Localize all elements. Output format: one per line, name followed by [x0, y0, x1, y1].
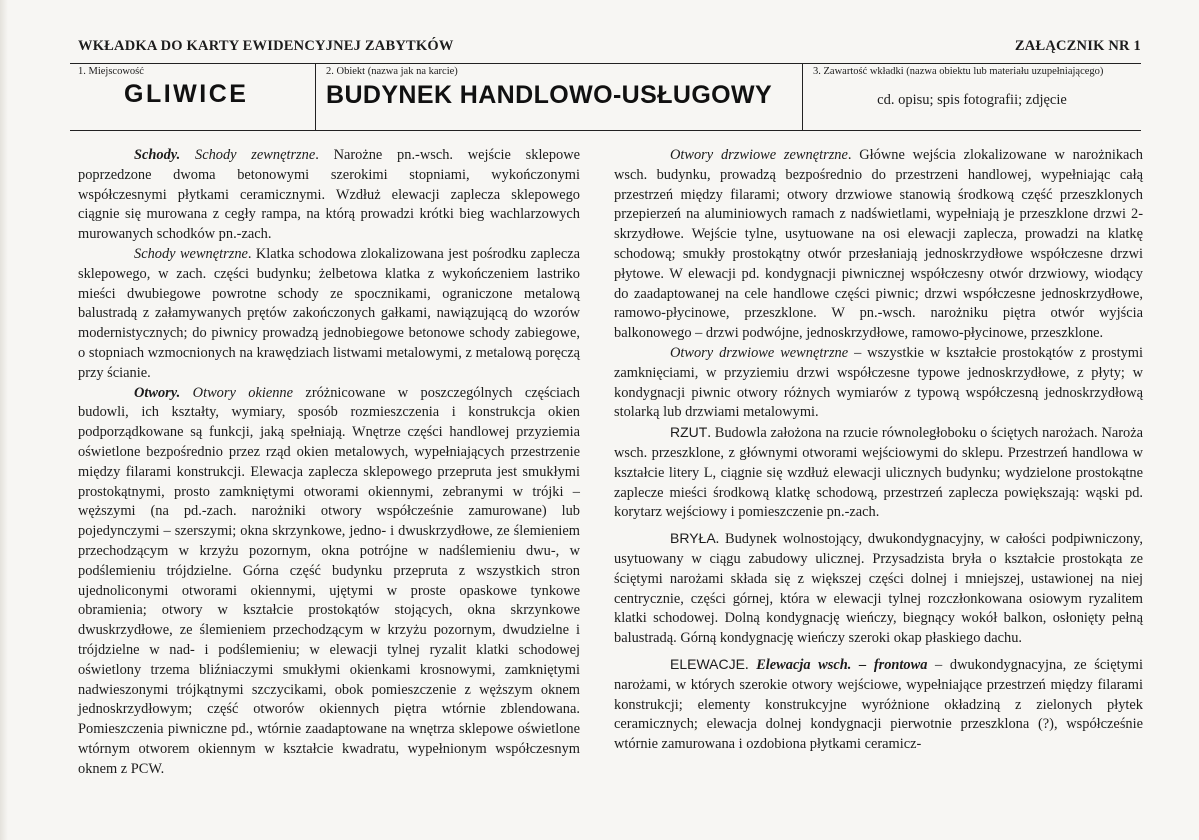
- paragraph-doors-interior: [614, 344, 1143, 423]
- paragraph-stairs-exterior: [78, 146, 580, 245]
- section-lead-openings: Otwory.: [134, 384, 181, 401]
- section-lead-stairs: Schody.: [134, 147, 181, 163]
- paragraph-stairs-interior: [78, 245, 580, 384]
- paragraph-massing: [614, 529, 1143, 649]
- object-label: 2. Obiekt (nazwa jak na karcie): [326, 66, 458, 77]
- paragraph-plan: [614, 423, 1143, 523]
- section-heading-elevations: ELEWACJE: [670, 655, 745, 672]
- attachment-number: ZAŁĄCZNIK NR 1: [1014, 38, 1141, 54]
- paragraph-openings-windows: [78, 384, 580, 780]
- location-cell: [70, 64, 316, 130]
- paragraph-text: – wszystkie w kształcie prostokątów z prostymi zamknięciami, w przyziemiu drzwi współczesne typowe jednoskrzydłowe, z płyty; w kondygnacji piwnic otwory różnych wymiarów z typową współczesną jednoskrzydłową stolarką lub drzwiami metalowymi.: [614, 344, 1143, 421]
- subsection-title: Elewacja wsch. – frontowa: [756, 656, 928, 673]
- paragraph-elevations: [614, 655, 1143, 755]
- paragraph-text: . Główne wejścia zlokalizowane w narożnikach wsch. budynku, prowadzą bezpośrednio do przestrzeni handlowej, wypełniając całą przestrzeń między filarami; otwory drzwiowe stanowią środkową część przeszklonych przepierzeń na aluminiowych ramach z nadświetlami, wypełniają je przeszklone drzwi 2-skrzydłowe. Wejście tylne, usytuowane na osi elewacji zaplecza, prowadzi na klatkę schodową; smukły prostokątny otwór przesłaniają jednoskrzydłowe współczesne drzwi płytowe. W elewacji pd. kondygnacji piwnicznej współczesny otwór drzwiowy, wiodący do zaadaptowanej na cele handlowe części piwnic; drzwi współczesne jednoskrzydłowe, ramowo-płycinowe, przeszklone. W pn.-wsch. narożniku piętra otwór wyjścia balkonowego – drzwi podwójne, jednoskrzydłowe, ramowo-płycinowe, przeszklone.: [614, 147, 1143, 342]
- subsection-title: Schody wewnętrzne: [134, 245, 248, 262]
- paragraph-text: . Narożne pn.-wsch. wejście sklepowe poprzedzone dwoma betonowymi szerokimi stopniami, wykończonymi współczesnymi płytkami ceramicznymi. Wzdłuż elewacji zaplecza sklepowego ciągnie się murowana z cegły rampa, na którą prowadzi krótki bieg wachlarzowych murowanych schodków pn.-zach.: [78, 147, 580, 243]
- paragraph-text: . Budynek wolnostojący, dwukondygnacyjny, w całości podpiwniczony, usytuowany w ciągu zabudowy ulicznej. Przysadzista bryła o kształcie prostokąta ze ściętymi narożami składa się z większej części dolnej i mniejszej, ustawionej na niej centrycznie, części górnej, która w elewacji tylnej rozczłonkowana osiowym ryzalitem klatki schodowej. Dolną kondygnację wieńczy, biegnący wokół balkon, osłonięty pełną balustradą. Górną kondygnację wieńczy szeroki okap płaskiego dachu.: [614, 531, 1143, 647]
- paragraph-text: zróżnicowane w poszczególnych częściach budowli, ich kształty, wymiary, sposób rozmieszczenia i konstrukcja okien podporządkowane są funkcji, jaką spełniają. Wnętrze części handlowej przyziemia oświetlone bezpośrednio przez rząd okien metalowych, wypełniających przestrzenie między filarami konstrukcji. Elewacja zaplecza sklepowego przepruta jest smukłymi prostokątnymi, prosto zamkniętymi otworami okiennymi, zebranymi w trójki – węższymi (na pd.-zach. narożniki otwory współcześnie zamurowane) lub pojedynczymi – szerszymi; okna skrzynkowe, jedno- i dwuskrzydłowe, ze ślemieniem przechodzącym w krzyżu pozornym, okna potrójne w nadślemieniu dwu-, w podślemieniu trójdzielne. Górna część budynku przepruta z wszystkich stron ujednoliconymi otworami okiennymi, ujętymi w proste opaskowe tynkowe obramienia; otwory w kształcie prostokątów stojących, okna skrzynkowe dwuskrzydłowe, ze ślemieniem przechodzącym w krzyżu pozornym, dwudzielne i trójdzielne w nad- i podślemieniu; w elewacji tylnej ryzalit klatki schodowej oświetlony trzema bliźniaczymi smukłymi okienkami krosnowymi, zamkniętymi nadwieszonymi trójkątnymi szczycikami, obok pomieszczenie z węższym oknem jednoskrzydłowym; część otworów okiennych piętra wtórnie zblendowana. Pomieszczenia piwniczne pd., wtórnie zaadaptowane na wnętrza sklepowe oświetlone wtórnym otworem okiennym w kształcie kwadratu, wypełnionym współczesnym oknem z PCW.: [78, 384, 580, 777]
- paragraph-doors-exterior: [614, 146, 1143, 344]
- subsection-title: Schody zewnętrzne: [195, 147, 316, 163]
- contents-label: 3. Zawartość wkładki (nazwa obiektu lub materiału uzupełniającego): [813, 66, 1104, 77]
- subsection-title: Otwory drzwiowe zewnętrzne: [670, 147, 848, 163]
- paragraph-text: – dwukondygnacyjna, ze ściętymi narożami, w których szerokie otwory wejściowe, wypełniające przestrzeń między filarami konstrukcji; elementy konstrukcyjne wyróżnione okładziną z zielonych płytek ceramicznych; elewacja dolnej kondygnacji pierwotnie przeszklona (?), współcześnie wtórnie zamurowana i ozdobiona płytkami ceramicz-: [614, 656, 1143, 753]
- header-fields-table: [70, 63, 1141, 131]
- contents-cell: [803, 64, 1141, 130]
- document-header: [78, 38, 1141, 55]
- subsection-title: Otwory okienne: [192, 384, 294, 401]
- section-heading-massing: BRYŁA: [670, 530, 716, 547]
- heading-separator: .: [744, 656, 757, 673]
- left-column: [78, 146, 580, 780]
- contents-value: cd. opisu; spis fotografii; zdjęcie: [877, 92, 1067, 108]
- scan-edge-shadow: [0, 0, 8, 840]
- form-title: WKŁADKA DO KARTY EWIDENCYJNEJ ZABYTKÓW: [78, 38, 454, 54]
- section-heading-plan: RZUT: [670, 424, 708, 441]
- subsection-title: Otwory drzwiowe wewnętrzne: [670, 344, 849, 361]
- object-cell: [316, 64, 803, 130]
- paragraph-text: . Klatka schodowa zlokalizowana jest pośrodku zaplecza sklepowego, w zach. części budynku; żelbetowa klatka z wykończeniem lastriko mieści dwubiegowe powrotne schody ze spocznikami, ograniczone metalową balustradą z załamywanych prętów zakończonych gałkami, nawiązującą do wzorów modernistycznych; do piwnicy prowadzą jednobiegowe betonowe schody zabiegowe, o stopniach wzmocnionych na krawędziach listwami metalowymi, z metalową poręczą przy ścianie.: [78, 245, 580, 381]
- right-column: [614, 146, 1143, 755]
- location-value: GLIWICE: [124, 80, 249, 108]
- location-label: 1. Miejscowość: [78, 66, 144, 77]
- paragraph-text: . Budowla założona na rzucie równoległoboku o ściętych narożach. Naroża wsch. przeszklone, z głównymi otworami wejściowymi do sklepu. Przestrzeń handlowa w kształcie litery L, ciągnie się wzdłuż elewacji ulicznych budynku; wydzielone prostokątne zaplecze mieści środkową klatkę schodową, przestrzeń zaplecza powiększają: wąski pd. korytarz wejściowy i pomieszczenie pn.-zach.: [614, 425, 1143, 521]
- object-value: BUDYNEK HANDLOWO-USŁUGOWY: [326, 81, 773, 109]
